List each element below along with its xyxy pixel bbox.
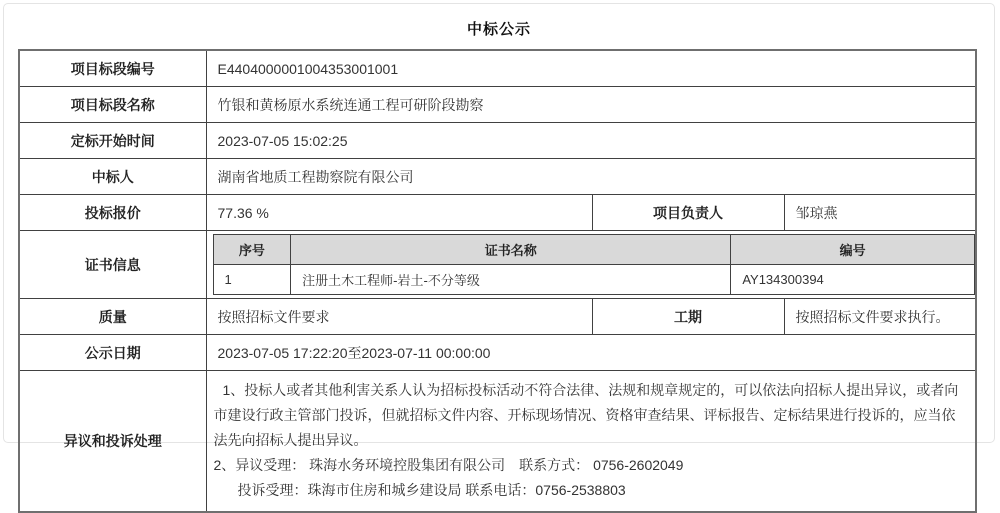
table-row [19,231,976,299]
table-row [19,50,976,87]
table-row [19,87,976,123]
bid-price-label: 投标报价 [19,195,206,231]
project-manager-value: 邹琼燕 [784,195,976,231]
certificate-table [213,234,976,295]
cert-header-number: 编号 [731,235,975,265]
cert-header-seq: 序号 [213,235,291,265]
bid-price-value: 77.36 % [206,195,592,231]
objection-paragraph-1: 1、投标人或者其他利害关系人认为招标投标活动不符合法律、法规和规章规定的，可以依法向招标人提出异议，或者向市建设行政主管部门投诉，但就招标文件内容、开标现场情况、资格审查结果、评标报告、定标结果进行投诉的，应当依法先向招标人提出异议。 [213,382,959,448]
table-row [19,371,976,513]
page-title: 中标公示 [466,21,531,38]
winner-value: 湖南省地质工程勘察院有限公司 [206,159,976,195]
certificate-data-row [213,265,975,295]
certificate-cell [206,231,976,299]
table-row [19,299,976,335]
publicity-date-value: 2023-07-05 17:22:20至2023-07-11 00:00:00 [206,335,976,371]
section-code-value: E4404000001004353001001 [206,50,976,87]
winner-label: 中标人 [19,159,206,195]
certificate-header-row [213,235,975,265]
duration-value: 按照招标文件要求执行。 [784,299,976,335]
section-code-label: 项目标段编号 [19,50,206,87]
table-row [19,159,976,195]
table-row [19,195,976,231]
certificate-label: 证书信息 [19,231,206,299]
objection-cell [206,371,976,513]
objection-label: 异议和投诉处理 [19,371,206,513]
announcement-table [18,49,977,513]
project-manager-label: 项目负责人 [592,195,784,231]
quality-value: 按照招标文件要求 [206,299,592,335]
publicity-date-label: 公示日期 [19,335,206,371]
table-row [19,335,976,371]
announcement-page [3,3,995,498]
duration-label: 工期 [592,299,784,335]
award-start-label: 定标开始时间 [19,123,206,159]
section-name-value: 竹银和黄杨原水系统连通工程可研阶段勘察 [206,87,976,123]
cert-header-name: 证书名称 [291,235,731,265]
objection-paragraph-3: 投诉受理：珠海市住房和城乡建设局 联系电话：0756-2538803 [237,482,626,498]
objection-paragraph-2: 2、异议受理： 珠海水务环境控股集团有限公司 联系方式： 0756-2602049 [213,457,684,473]
cert-seq-value: 1 [213,265,291,295]
quality-label: 质量 [19,299,206,335]
cert-name-value: 注册土木工程师-岩土-不分等级 [291,265,731,295]
award-start-value: 2023-07-05 15:02:25 [206,123,976,159]
cert-number-value: AY134300394 [731,265,975,295]
section-name-label: 项目标段名称 [19,87,206,123]
table-row [19,123,976,159]
